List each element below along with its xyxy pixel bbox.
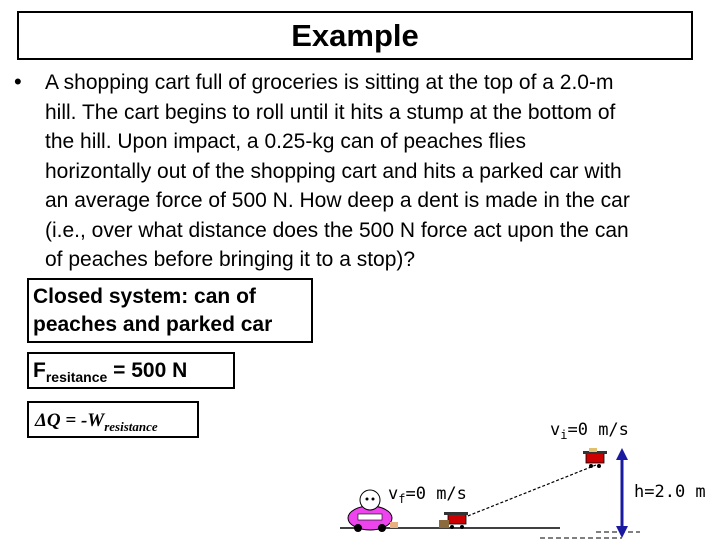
- can-of-peaches: [390, 522, 398, 528]
- energy-subscript: resistance: [104, 419, 158, 434]
- hill-diagram: [340, 410, 720, 540]
- energy-equation-box: [27, 401, 199, 438]
- bullet-icon: •: [14, 69, 22, 94]
- final-velocity-label: $v_f=0$ m/s: [388, 484, 467, 506]
- force-box: [27, 352, 235, 389]
- initial-velocity-label: $v_i=0$ m/s: [550, 420, 629, 442]
- height-label: h=2.0 m: [634, 482, 706, 502]
- hill-diagram-svg: [340, 410, 720, 540]
- energy-lhs: ΔQ = -W: [35, 410, 105, 431]
- height-arrow-bottom: [616, 526, 628, 538]
- force-symbol: F: [33, 359, 46, 382]
- closed-system-box: Closed system: can of peaches and parked car: [27, 278, 313, 343]
- parked-car: [348, 490, 392, 532]
- title-box: [17, 11, 693, 60]
- stump: [439, 520, 449, 528]
- height-arrow-top: [616, 448, 628, 460]
- slide-title: Example: [291, 17, 419, 53]
- force-subscript: resitance: [45, 369, 108, 385]
- force-value: = 500 N: [113, 359, 188, 382]
- problem-text: A shopping cart full of groceries is sitting at the top of a 2.0-m hill. The cart begins to roll until it hits a stump at the bottom of the hill. Upon impact, a 0.25-kg can of peaches flies horizontally out of the shopping cart and hits a parked car with an average force of 500 N. How deep a dent is made in the car (i.e., over what distance does the 500 N force act upon the can of peaches before bringing it to a stop)?: [45, 71, 630, 271]
